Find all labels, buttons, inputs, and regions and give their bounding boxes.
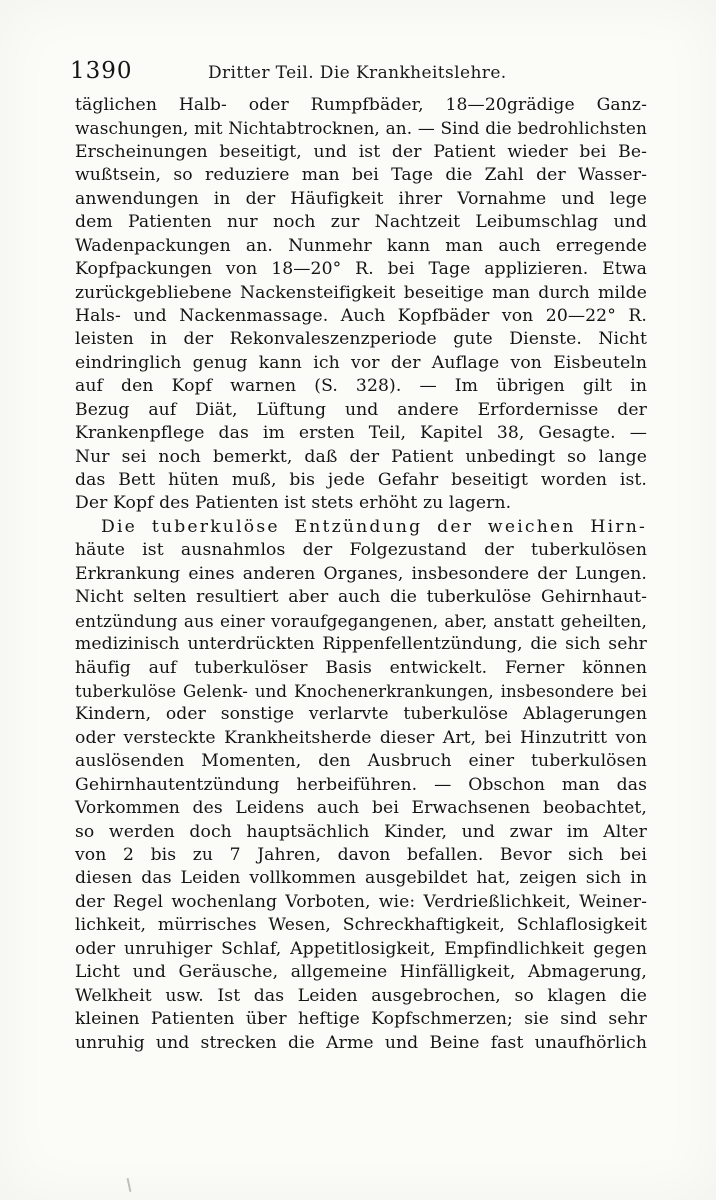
text-line: Vorkommen des Leidens auch bei Erwachsenen beobachtet,: [75, 798, 647, 819]
text-line: von 2 bis zu 7 Jahren, davon befallen. Bevor sich bei: [75, 845, 647, 865]
text-line: Hals- und Nackenmassage. Auch Kopfbäder von 20—22° R.: [75, 305, 647, 326]
text-line: täglichen Halb- oder Rumpfbäder, 18—20grädige Ganz-: [75, 95, 647, 115]
text-line: lichkeit, mürrisches Wesen, Schreckhaftigkeit, Schlaflosigkeit: [75, 915, 647, 936]
running-title: Dritter Teil. Die Krankheitslehre.: [208, 63, 507, 83]
text-line: eindringlich genug kann ich vor der Auflage von Eisbeuteln: [75, 352, 647, 373]
text-line: oder versteckte Krankheitsherde dieser Art, bei Hinzutritt von: [75, 727, 647, 748]
text-line: häufig auf tuberkulöser Basis entwickelt. Ferner können: [75, 657, 647, 678]
running-head: [70, 58, 670, 92]
text-line: Krankenpflege das im ersten Teil, Kapitel 38, Gesagte. —: [75, 423, 647, 444]
page-number: 1390: [70, 58, 133, 84]
paragraph-tuberculous-meningitis: [75, 516, 647, 1055]
text-line: wußtsein, so reduziere man bei Tage die Zahl der Wasser-: [75, 165, 647, 186]
text-line: medizinisch unterdrückten Rippenfellentzündung, die sich sehr: [75, 634, 647, 655]
text-line: Kindern, oder sonstige verlarvte tuberkulöse Ablagerungen: [75, 704, 647, 725]
text-line: diesen das Leiden vollkommen ausgebildet hat, zeigen sich in: [75, 868, 647, 889]
text-line: Kopfpackungen von 18—20° R. bei Tage applizieren. Etwa: [75, 259, 647, 280]
print-speck: [127, 1178, 132, 1192]
text-line: anwendungen in der Häufigkeit ihrer Vornahme und lege: [75, 188, 647, 209]
text-line: dem Patienten nur noch zur Nachtzeit Leibumschlag und: [75, 212, 647, 233]
text-line: kleinen Patienten über heftige Kopfschmerzen; sie sind sehr: [75, 1009, 647, 1030]
text-line: häute ist ausnahmlos der Folgezustand der tuberkulösen: [75, 540, 647, 561]
text-line: auslösenden Momenten, den Ausbruch einer tuberkulösen: [75, 751, 647, 772]
paragraph-treatment: [75, 94, 647, 516]
text-line: der Regel wochenlang Vorboten, wie: Verdrießlichkeit, Weiner-: [75, 891, 647, 912]
text-line: auf den Kopf warnen (S. 328). — Im übrigen gilt in: [75, 376, 647, 397]
text-line: Gehirnhautentzündung herbeiführen. — Obschon man das: [75, 774, 647, 795]
text-line: waschungen, mit Nichtabtrocknen, an. — Sind die bedrohlichsten: [75, 118, 647, 139]
text-line: so werden doch hauptsächlich Kinder, und zwar im Alter: [75, 821, 647, 842]
text-line: Erkrankung eines anderen Organes, insbesondere der Lungen.: [75, 563, 647, 584]
text-line: Licht und Geräusche, allgemeine Hinfälligkeit, Abmagerung,: [75, 962, 647, 983]
text-line: Wadenpackungen an. Nunmehr kann man auch erregende: [75, 235, 647, 256]
text-line: Der Kopf des Patienten ist stets erhöht zu lagern.: [75, 493, 512, 514]
text-line: das Bett hüten muß, bis jede Gefahr beseitigt worden ist.: [75, 470, 647, 490]
text-line: entzündung aus einer voraufgegangenen, aber, anstatt geheilten,: [75, 610, 647, 631]
text-line: Erscheinungen beseitigt, und ist der Patient wieder bei Be-: [75, 141, 647, 162]
text-line: leisten in der Rekonvaleszenzperiode gute Dienste. Nicht: [75, 329, 647, 350]
text-line: zurückgebliebene Nackensteifigkeit beseitige man durch milde: [75, 282, 647, 303]
text-line: Welkheit usw. Ist das Leiden ausgebrochen, so klagen die: [75, 985, 647, 1006]
text-line: Nur sei noch bemerkt, daß der Patient unbedingt so lange: [75, 446, 647, 467]
text-line: Nicht selten resultiert aber auch die tuberkulöse Gehirnhaut-: [75, 587, 647, 608]
body-text: [75, 94, 647, 1055]
text-line: unruhig und strecken die Arme und Beine fast unaufhörlich: [75, 1032, 647, 1053]
text-line: oder unruhiger Schlaf, Appetitlosigkeit, Empfindlichkeit gegen: [75, 938, 647, 959]
text-line: tuberkulöse Gelenk- und Knochenerkrankungen, insbesondere bei: [75, 681, 647, 701]
text-line: Bezug auf Diät, Lüftung und andere Erfordernisse der: [75, 399, 647, 420]
text-line-heading: Die tuberkulöse Entzündung der weichen Hirn-: [101, 516, 647, 537]
